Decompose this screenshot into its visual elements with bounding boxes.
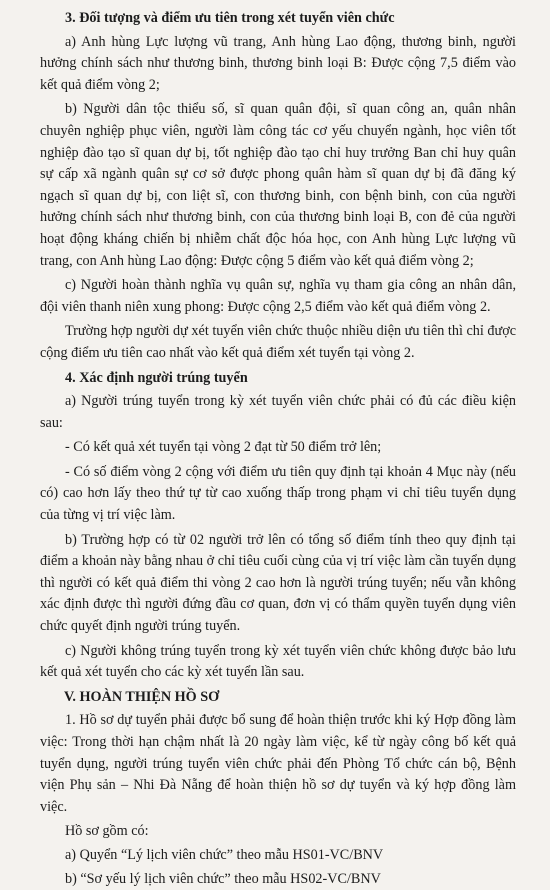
section-4-condition-1: - Có kết quả xét tuyển tại vòng 2 đạt từ 50 điểm trở lên;: [65, 439, 382, 456]
section-3-paragraph-a: a) Anh hùng Lực lượng vũ trang, Anh hùng Lao động, thương binh, người hưởng chính sách như thương binh, thương binh loại B: Được cộng 7,5 điểm vào kết quả điểm vòng 2;: [40, 33, 516, 93]
section-4-paragraph-a: a) Người trúng tuyển trong kỳ xét tuyển viên chức phải có đủ các điều kiện sau:: [40, 393, 516, 431]
section-v-paragraph-1: 1. Hồ sơ dự tuyển phải được bổ sung để hoàn thiện trước khi ký Hợp đồng làm việc: Trong thời hạn chậm nhất là 20 ngày làm việc, kể từ ngày công bố kết quả tuyển dụng, người trúng tuyển viên chức phải đến Phòng Tổ chức cán bộ, Bệnh viện Phụ sản – Nhi Đà Nẵng để hoàn thiện hồ sơ dự tuyển và ký hợp đồng làm việc.: [40, 712, 516, 815]
section-4-paragraph-c: c) Người không trúng tuyển trong kỳ xét tuyển viên chức không được bảo lưu kết quả xét tuyển cho các kỳ xét tuyển lần sau.: [40, 642, 516, 681]
section-4-heading: 4. Xác định người trúng tuyển: [65, 369, 248, 386]
section-4-paragraph-b: b) Trường hợp có từ 02 người trở lên có tổng số điểm tính theo quy định tại điểm a khoản này bằng nhau ở chỉ tiêu cuối cùng của vị trí việc làm cần tuyển dụng thì người có kết quả điểm thi vòng 2 cao hơn là người trúng tuyển; nếu vẫn không xác định được thì người đứng đầu cơ quan, đơn vị có thẩm quyền tuyển dụng viên chức quyết định người trúng tuyển.: [40, 531, 516, 635]
section-v-item-b: b) “Sơ yếu lý lịch viên chức” theo mẫu HS02-VC/BNV: [65, 870, 381, 887]
section-v-heading: V. HOÀN THIỆN HỒ SƠ: [64, 688, 220, 705]
section-3-paragraph-c: c) Người hoàn thành nghĩa vụ quân sự, nghĩa vụ tham gia công an nhân dân, đội viên thanh niên xung phong: Được cộng 2,5 điểm vào kết quả điểm vòng 2.: [40, 277, 516, 315]
section-v-list-intro: Hồ sơ gồm có:: [65, 823, 149, 840]
section-3-heading: 3. Đối tượng và điểm ưu tiên trong xét tuyển viên chức: [65, 10, 395, 26]
section-3-note: Trường hợp người dự xét tuyển viên chức thuộc nhiều diện ưu tiên thì chỉ được cộng điểm ưu tiên cao nhất vào kết quả điểm xét tuyển tại vòng 2.: [40, 323, 516, 361]
section-4-condition-2: - Có số điểm vòng 2 cộng với điểm ưu tiên quy định tại khoản 4 Mục này (nếu có) cao hơn lấy theo thứ tự từ cao xuống thấp trong phạm vi chỉ tiêu tuyển dụng của từng vị trí việc làm.: [40, 463, 516, 524]
section-3-paragraph-b: b) Người dân tộc thiểu số, sĩ quan quân đội, sĩ quan công an, quân nhân chuyên nghiệp phục viên, người làm công tác cơ yếu chuyển ngành, học viên tốt nghiệp đào tạo sĩ quan dự bị, tốt nghiệp đào tạo chỉ huy trưởng Ban chỉ huy quân sự cấp xã ngành quân sự cơ sở được phong quân hàm sĩ quan dự bị đã đăng ký ngạch sĩ quan dự bị, con liệt sĩ, con thương binh, con bệnh binh, con của người hưởng chính sách như thương binh, con của thương binh loại B, con đẻ của người hoạt động kháng chiến bị nhiễm chất độc hóa học, con Anh hùng Lực lượng vũ trang, con Anh hùng Lao động: Được cộng 5 điểm vào kết quả điểm vòng 2;: [40, 101, 516, 269]
section-v-item-a: a) Quyển “Lý lịch viên chức” theo mẫu HS01-VC/BNV: [65, 846, 384, 863]
